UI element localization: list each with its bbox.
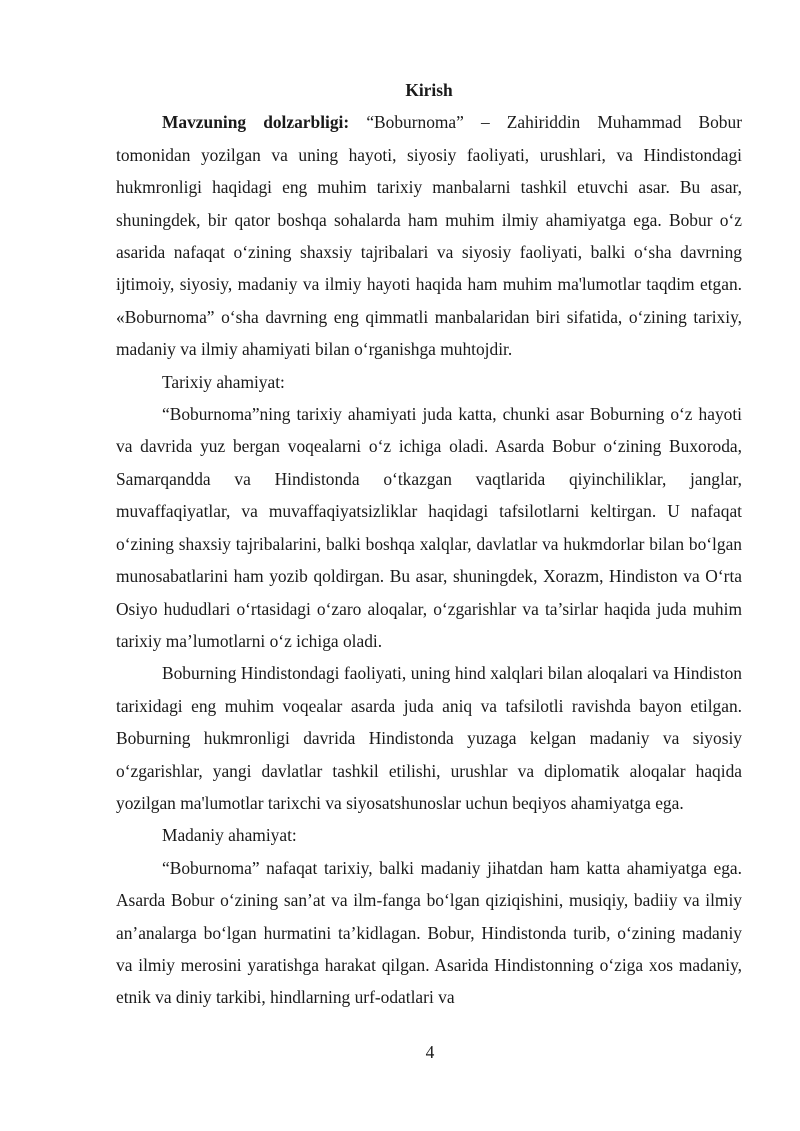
paragraph-text: “Boburnoma” – Zahiriddin Muhammad Bobur tomonidan yozilgan va uning hayoti, siyosiy faoliyati, urushlari, va Hindistondagi hukmronligi haqidagi eng muhim tarixiy manbalarni tashkil etuvchi asar. Bu asar, shuningdek, bir qator boshqa sohalarda ham muhim ilmiy ahamiyatga ega. Bobur o‘z asarida nafaqat o‘zining shaxsiy tajribalari va siyosiy faoliyati, balki o‘sha davrning ijtimoiy, siyosiy, madaniy va ilmiy hayoti haqida ham muhim ma'lumotlar taqdim etgan. «Boburnoma” o‘sha davrning eng qimmatli manbalaridan biri sifatida, o‘zining tarixiy, madaniy va ilmiy ahamiyati bilan o‘rganishga muhtojdir.	[116, 112, 742, 360]
paragraph-cultural: “Boburnoma” nafaqat tarixiy, balki madaniy jihatdan ham katta ahamiyatga ega. Asarda Bobur o‘zining san’at va ilm-fanga bo‘lgan qiziqishini, musiqiy, badiiy va ilmiy an’analarga bo‘lgan hurmatini ta’kidlagan. Bobur, Hindistonda turib, o‘zining madaniy va ilmiy merosini yaratishga harakat qilgan. Asarida Hindistonning o‘ziga xos madaniy, etnik va diniy tarkibi, hindlarning urf-odatlari va	[116, 857, 742, 1008]
subheading-historical: Tarixiy ahamiyat:	[162, 371, 285, 392]
section-title: Kirish	[405, 80, 453, 100]
paragraph-historical-1: “Boburnoma”ning tarixiy ahamiyati juda katta, chunki asar Boburning o‘z hayoti va davrida yuz bergan voqealarni o‘z ichiga oladi. Asarda Bobur o‘zining Buxoroda, Samarqandda va Hindistonda o‘tkazgan vaqtlarida qiyinchiliklar, janglar, muvaffaqiyatlar, va muvaffaqiyatsizliklar haqidagi tafsilotlarni keltirgan. U nafaqat o‘zining shaxsiy tajribalarini, balki boshqa xalqlar, davlatlar va hukmdorlar bilan bo‘lgan munosabatlarini ham yozib qoldirgan. Bu asar, shuningdek, Xorazm, Hindiston va O‘rta Osiyo hududlari o‘rtasidagi o‘zaro aloqalar, o‘zgarishlar va ta’sirlar haqida juda muhim tarixiy ma’lumotlarni o‘z ichiga oladi.	[116, 404, 742, 651]
subheading-cultural: Madaniy ahamiyat:	[162, 825, 297, 846]
paragraph-historical-2: Boburning Hindistondagi faoliyati, uning hind xalqlari bilan aloqalari va Hindiston tarixidagi eng muhim voqealar asarda juda aniq va tafsilotli ravishda bayon etilgan. Boburning hukmronligi davrida Hindistonda yuzaga kelgan madaniy va siyosiy o‘zgarishlar, yangi davlatlar tashkil etilishi, urushlar va diplomatik aloqalar haqida yozilgan ma'lumotlar tarixchi va siyosatshunoslar uchun beqiyos ahamiyatga ega.	[116, 663, 742, 813]
paragraph-lead: Mavzuning dolzarbligi:	[162, 112, 350, 133]
page-number: 4	[425, 1042, 435, 1062]
paragraph-relevance	[116, 106, 742, 365]
page-content	[116, 74, 742, 1014]
